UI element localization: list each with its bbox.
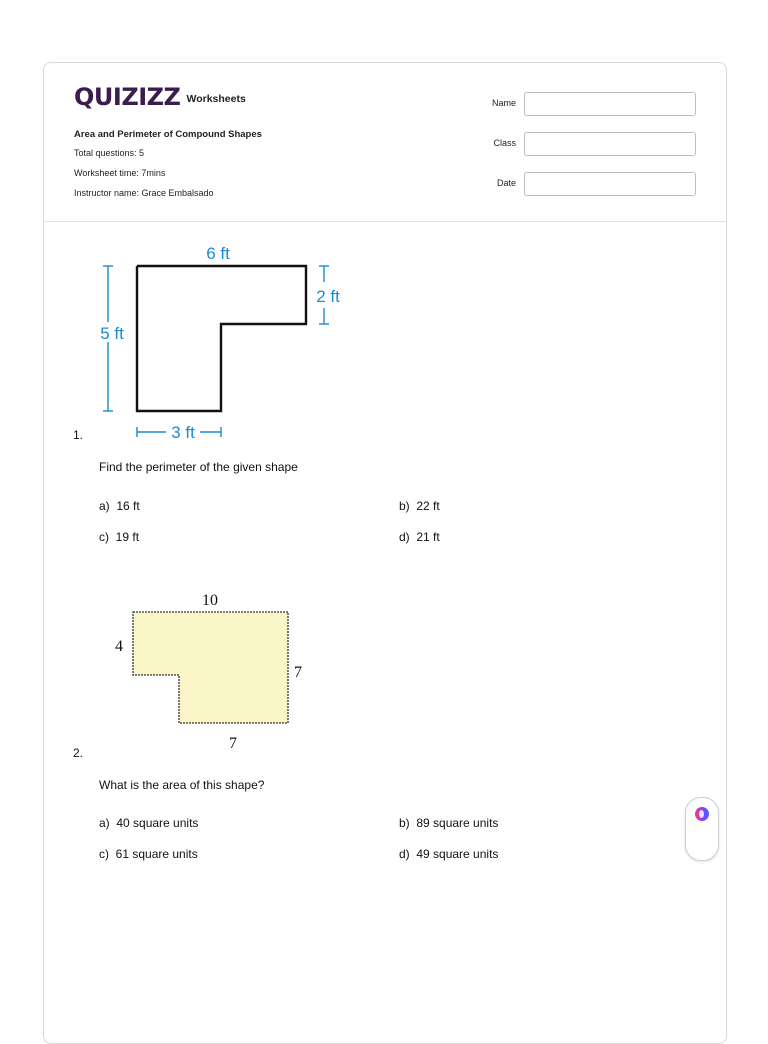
- l-shape-figure-1: [90, 240, 360, 445]
- l-shape-figure-2: [105, 585, 315, 755]
- brand-name: QUIZIZZ: [74, 83, 181, 111]
- date-field[interactable]: [524, 172, 696, 196]
- option-letter: b): [399, 816, 410, 830]
- worksheet-card: [43, 62, 727, 1044]
- option-text: 16 ft: [116, 499, 140, 513]
- label-right: 7: [294, 664, 302, 681]
- question-1-number: 1.: [73, 428, 84, 442]
- instructor-name: Instructor name: Grace Embalsado: [74, 188, 214, 198]
- option-letter: a): [99, 816, 110, 830]
- question-1-text: Find the perimeter of the given shape: [99, 460, 298, 474]
- date-label: Date: [496, 178, 516, 188]
- q1-option-b[interactable]: [399, 499, 440, 513]
- shape-fill: [133, 612, 288, 723]
- option-letter: a): [99, 499, 110, 513]
- worksheet-header: [44, 63, 726, 222]
- assistant-icon[interactable]: [695, 807, 709, 821]
- worksheet-title: Area and Perimeter of Compound Shapes: [74, 129, 262, 140]
- name-field[interactable]: [524, 92, 696, 116]
- option-text: 21 ft: [416, 530, 440, 544]
- total-questions: Total questions: 5: [74, 148, 145, 158]
- option-letter: c): [99, 530, 109, 544]
- q2-option-c[interactable]: [99, 847, 198, 861]
- question-2-text: What is the area of this shape?: [99, 778, 265, 792]
- option-text: 19 ft: [115, 530, 140, 544]
- q1-option-d[interactable]: [399, 530, 440, 544]
- label-bottom: 7: [229, 735, 237, 752]
- name-label: Name: [491, 98, 516, 108]
- quizizz-logo: [74, 83, 246, 111]
- option-letter: c): [99, 847, 109, 861]
- class-field[interactable]: [524, 132, 696, 156]
- shape-outline: [137, 266, 306, 411]
- option-letter: b): [399, 499, 410, 513]
- option-text: 22 ft: [416, 499, 440, 513]
- option-text: 40 square units: [116, 816, 199, 830]
- label-left: 4: [115, 638, 123, 655]
- q2-option-d[interactable]: [399, 847, 498, 861]
- q2-option-b[interactable]: [399, 816, 498, 830]
- worksheet-time: Worksheet time: 7mins: [74, 168, 166, 178]
- option-text: 61 square units: [115, 847, 198, 861]
- option-text: 49 square units: [416, 847, 499, 861]
- option-letter: d): [399, 530, 410, 544]
- option-text: 89 square units: [416, 816, 499, 830]
- question-2-number: 2.: [73, 746, 84, 760]
- floating-assistant-widget[interactable]: [685, 797, 719, 861]
- label-right: 2 ft: [316, 287, 340, 306]
- brand-subtitle: Worksheets: [186, 93, 246, 105]
- label-left: 5 ft: [100, 324, 124, 343]
- class-label: Class: [493, 138, 516, 148]
- label-bottom: 3 ft: [171, 423, 195, 442]
- option-letter: d): [399, 847, 410, 861]
- q1-option-a[interactable]: [99, 499, 140, 513]
- q2-option-a[interactable]: [99, 816, 198, 830]
- q1-option-c[interactable]: [99, 530, 139, 544]
- label-top: 6 ft: [206, 244, 230, 263]
- label-top: 10: [202, 592, 218, 609]
